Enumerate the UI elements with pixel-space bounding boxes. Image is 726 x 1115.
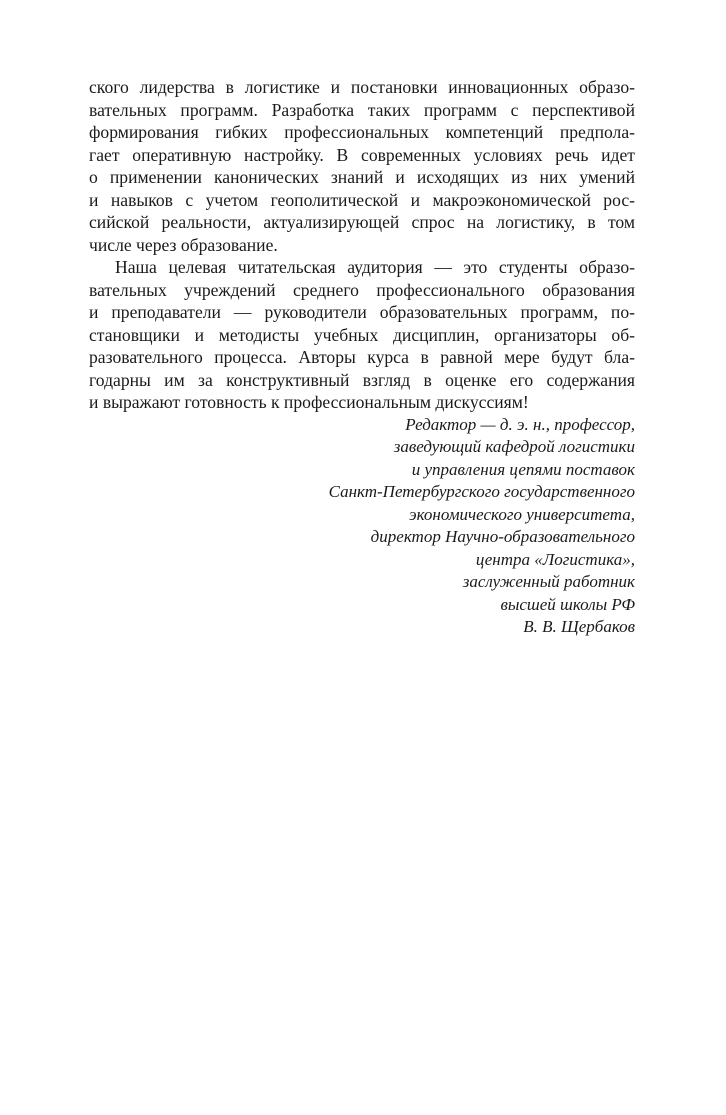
paragraph-line: разовательного процесса. Авторы курса в равной мере будут бла-	[89, 347, 635, 367]
paragraph-continuation	[89, 76, 635, 256]
signature-author-name: В. В. Щербаков	[523, 617, 635, 636]
paragraph-line: гает оперативную настройку. В современных условиях речь идет	[89, 144, 635, 165]
signature-line: Редактор — д. э. н., профессор,	[405, 414, 635, 434]
signature-line: экономического университета,	[409, 504, 635, 524]
paragraph-line: Наша целевая читательская аудитория — это студенты образо-	[115, 257, 635, 277]
signature-line: заслуженный работник	[462, 572, 635, 591]
paragraph-line: и преподаватели — руководители образовательных программ, по-	[89, 302, 635, 322]
paragraph-line: о применении канонических знаний и исходящих из них умений	[89, 167, 635, 187]
paragraph-line: ского лидерства в логистике и постановки инновационных образо-	[89, 77, 635, 97]
signature-line: высшей школы РФ	[500, 594, 635, 614]
document-page	[89, 76, 635, 639]
paragraph-line: сийской реальности, актуализирующей спрос на логистику, в том	[89, 212, 635, 232]
signature-line: и управления цепями поставок	[411, 459, 635, 479]
signature-line: Санкт-Петербургского государственного	[328, 482, 635, 501]
paragraph-line: числе через образование.	[89, 234, 278, 255]
paragraph-line: становщики и методисты учебных дисциплин, организаторы об-	[89, 324, 635, 345]
paragraph-audience	[89, 256, 635, 414]
signature-line: директор Научно-образовательного	[370, 527, 635, 546]
paragraph-line: вательных программ. Разработка таких программ с перспективой	[89, 99, 635, 120]
paragraph-line: и выражают готовность к профессиональным дискуссиям!	[89, 392, 529, 412]
paragraph-line: вательных учреждений среднего профессионального образования	[89, 279, 635, 300]
paragraph-line: и навыков с учетом геополитической и макроэкономической рос-	[89, 189, 635, 210]
editor-signature	[89, 414, 635, 639]
signature-line: центра «Логистика»,	[475, 549, 635, 569]
paragraph-line: годарны им за конструктивный взгляд в оценке его содержания	[89, 369, 635, 390]
paragraph-line: формирования гибких профессиональных компетенций предпола-	[89, 122, 635, 142]
signature-line: заведующий кафедрой логистики	[393, 437, 635, 456]
